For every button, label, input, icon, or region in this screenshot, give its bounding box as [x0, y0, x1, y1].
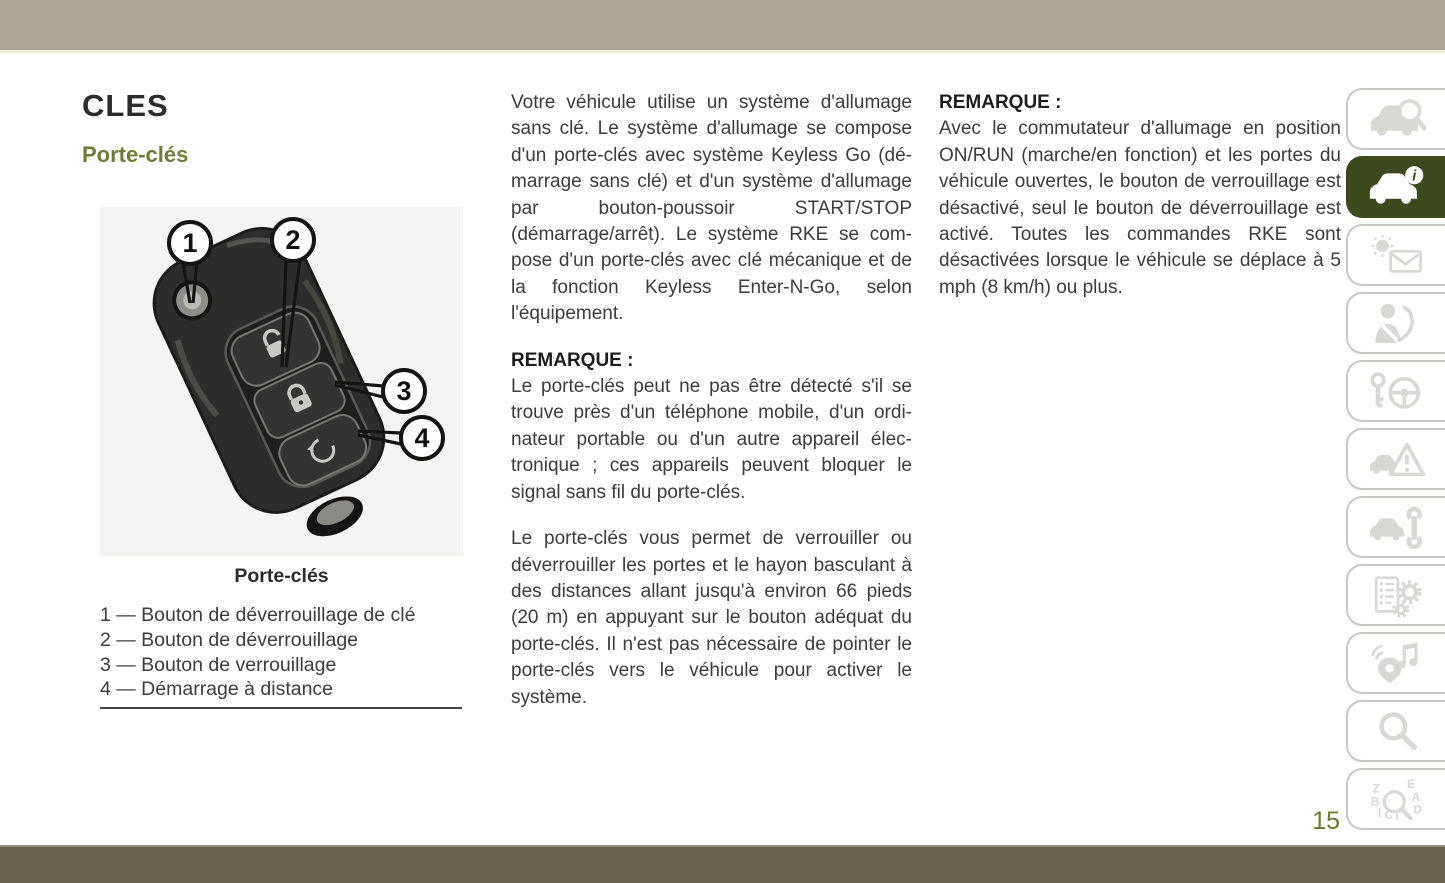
legend-item: 2 — Bouton de déverrouillage	[100, 628, 359, 651]
music-pin-icon	[1368, 641, 1426, 685]
key-fob-figure	[100, 207, 463, 556]
alphabet-magnifier-icon	[1368, 777, 1426, 821]
index-letter: C	[1383, 808, 1393, 821]
note-body-detection: Le porte-clés peut ne pas être détecté s'il se trouve près d'un téléphone mobile, d'un ordinateur portable ou d'un autre appareil électronique ; ces appareils peuvent bloquer le signal sans fil du porte-clés.	[511, 376, 912, 503]
list-gears-icon	[1368, 573, 1426, 617]
index-letter: I	[1377, 807, 1381, 821]
column-middle	[511, 90, 912, 731]
callout-1: 1	[182, 228, 198, 258]
car-warning-triangle-icon	[1368, 437, 1426, 481]
magnifier-icon	[1368, 709, 1426, 753]
sidebar-item-technical-specifications[interactable]	[1346, 564, 1445, 626]
index-letter: T	[1392, 809, 1401, 821]
key-fob-illustration	[100, 207, 463, 556]
index-letter: B	[1370, 795, 1379, 809]
bottom-bar	[0, 845, 1445, 883]
legend-item: 1 — Bouton de déverrouillage de clé	[100, 604, 416, 626]
column-right	[939, 90, 1341, 321]
figure-caption: Porte-clés	[234, 565, 329, 587]
legend-item: 4 — Démarrage à distance	[100, 678, 334, 701]
sidebar-item-safety[interactable]	[1346, 292, 1445, 354]
paragraph-lock-range: Le porte-clés vous permet de verrouiller ou déverrouiller les portes et le hayon basculant à des distances allant jusqu'à environ 66 pieds (20 m) en appuyant sur le bouton adéquat du porte-clés. Il n'est pas nécessaire de pointer le porte-clés vers le véhicule pour activer le système.	[511, 528, 912, 708]
sidebar-item-emergency[interactable]	[1346, 428, 1445, 490]
sidebar-item-multimedia[interactable]	[1346, 632, 1445, 694]
figure-legend	[100, 603, 462, 702]
warning-light-envelope-icon	[1368, 233, 1426, 277]
info-glyph: i	[1411, 168, 1416, 185]
chapter-tab-bar	[1346, 88, 1445, 836]
index-letter: D	[1412, 803, 1422, 817]
subsection-title: Porte-clés	[82, 142, 189, 167]
legend-divider	[100, 707, 462, 709]
sidebar-item-introduction[interactable]	[1346, 88, 1445, 150]
index-letter: E	[1406, 778, 1415, 792]
page-title: CLES	[82, 88, 169, 123]
car-info-icon	[1368, 165, 1426, 209]
legend-item: 3 — Bouton de verrouillage	[100, 653, 337, 676]
page-number: 15	[1312, 807, 1340, 835]
callout-2: 2	[285, 225, 301, 255]
top-bar	[0, 0, 1445, 53]
sidebar-item-vehicle-info[interactable]	[1346, 156, 1445, 218]
sidebar-item-starting-operating[interactable]	[1346, 360, 1445, 422]
occupant-safety-icon	[1368, 301, 1426, 345]
paragraph-ignition-system: Votre véhicule utilise un système d'allumage sans clé. Le système d'allumage se compose d'un porte-clés avec système Keyless Go (démarrage sans clé) et d'un système d'allumage par bouton-poussoir START/STOP (démarrage/arrêt). Le système RKE se compose d'un porte-clés avec clé mécanique et de la fonction Keyless Enter-N-Go, selon l'équipement.	[511, 92, 912, 325]
key-steering-wheel-icon	[1368, 369, 1426, 413]
car-wrench-icon	[1368, 505, 1426, 549]
sidebar-item-search[interactable]	[1346, 700, 1445, 762]
note-heading: REMARQUE :	[511, 349, 634, 371]
note-body-onrun: Avec le commutateur d'allumage en position ON/RUN (marche/en fonction) et les portes du véhicule ouvertes, le bouton de verrouillage est désactivé, seul le bouton de déverrouillage est activé. Toutes les commandes RKE sont désactivées lorsque le véhicule se déplace à 5 mph (8 km/h) ou plus.	[939, 118, 1341, 298]
sidebar-item-warning-lights-messages[interactable]	[1346, 224, 1445, 286]
sidebar-item-index[interactable]	[1346, 768, 1445, 830]
callout-3: 3	[396, 376, 412, 406]
sidebar-item-servicing-maintenance[interactable]	[1346, 496, 1445, 558]
index-letter: Z	[1372, 782, 1380, 796]
car-magnifier-icon	[1368, 97, 1426, 141]
note-heading: REMARQUE :	[939, 92, 1062, 113]
callout-4: 4	[414, 423, 430, 453]
index-letter: A	[1411, 790, 1420, 804]
